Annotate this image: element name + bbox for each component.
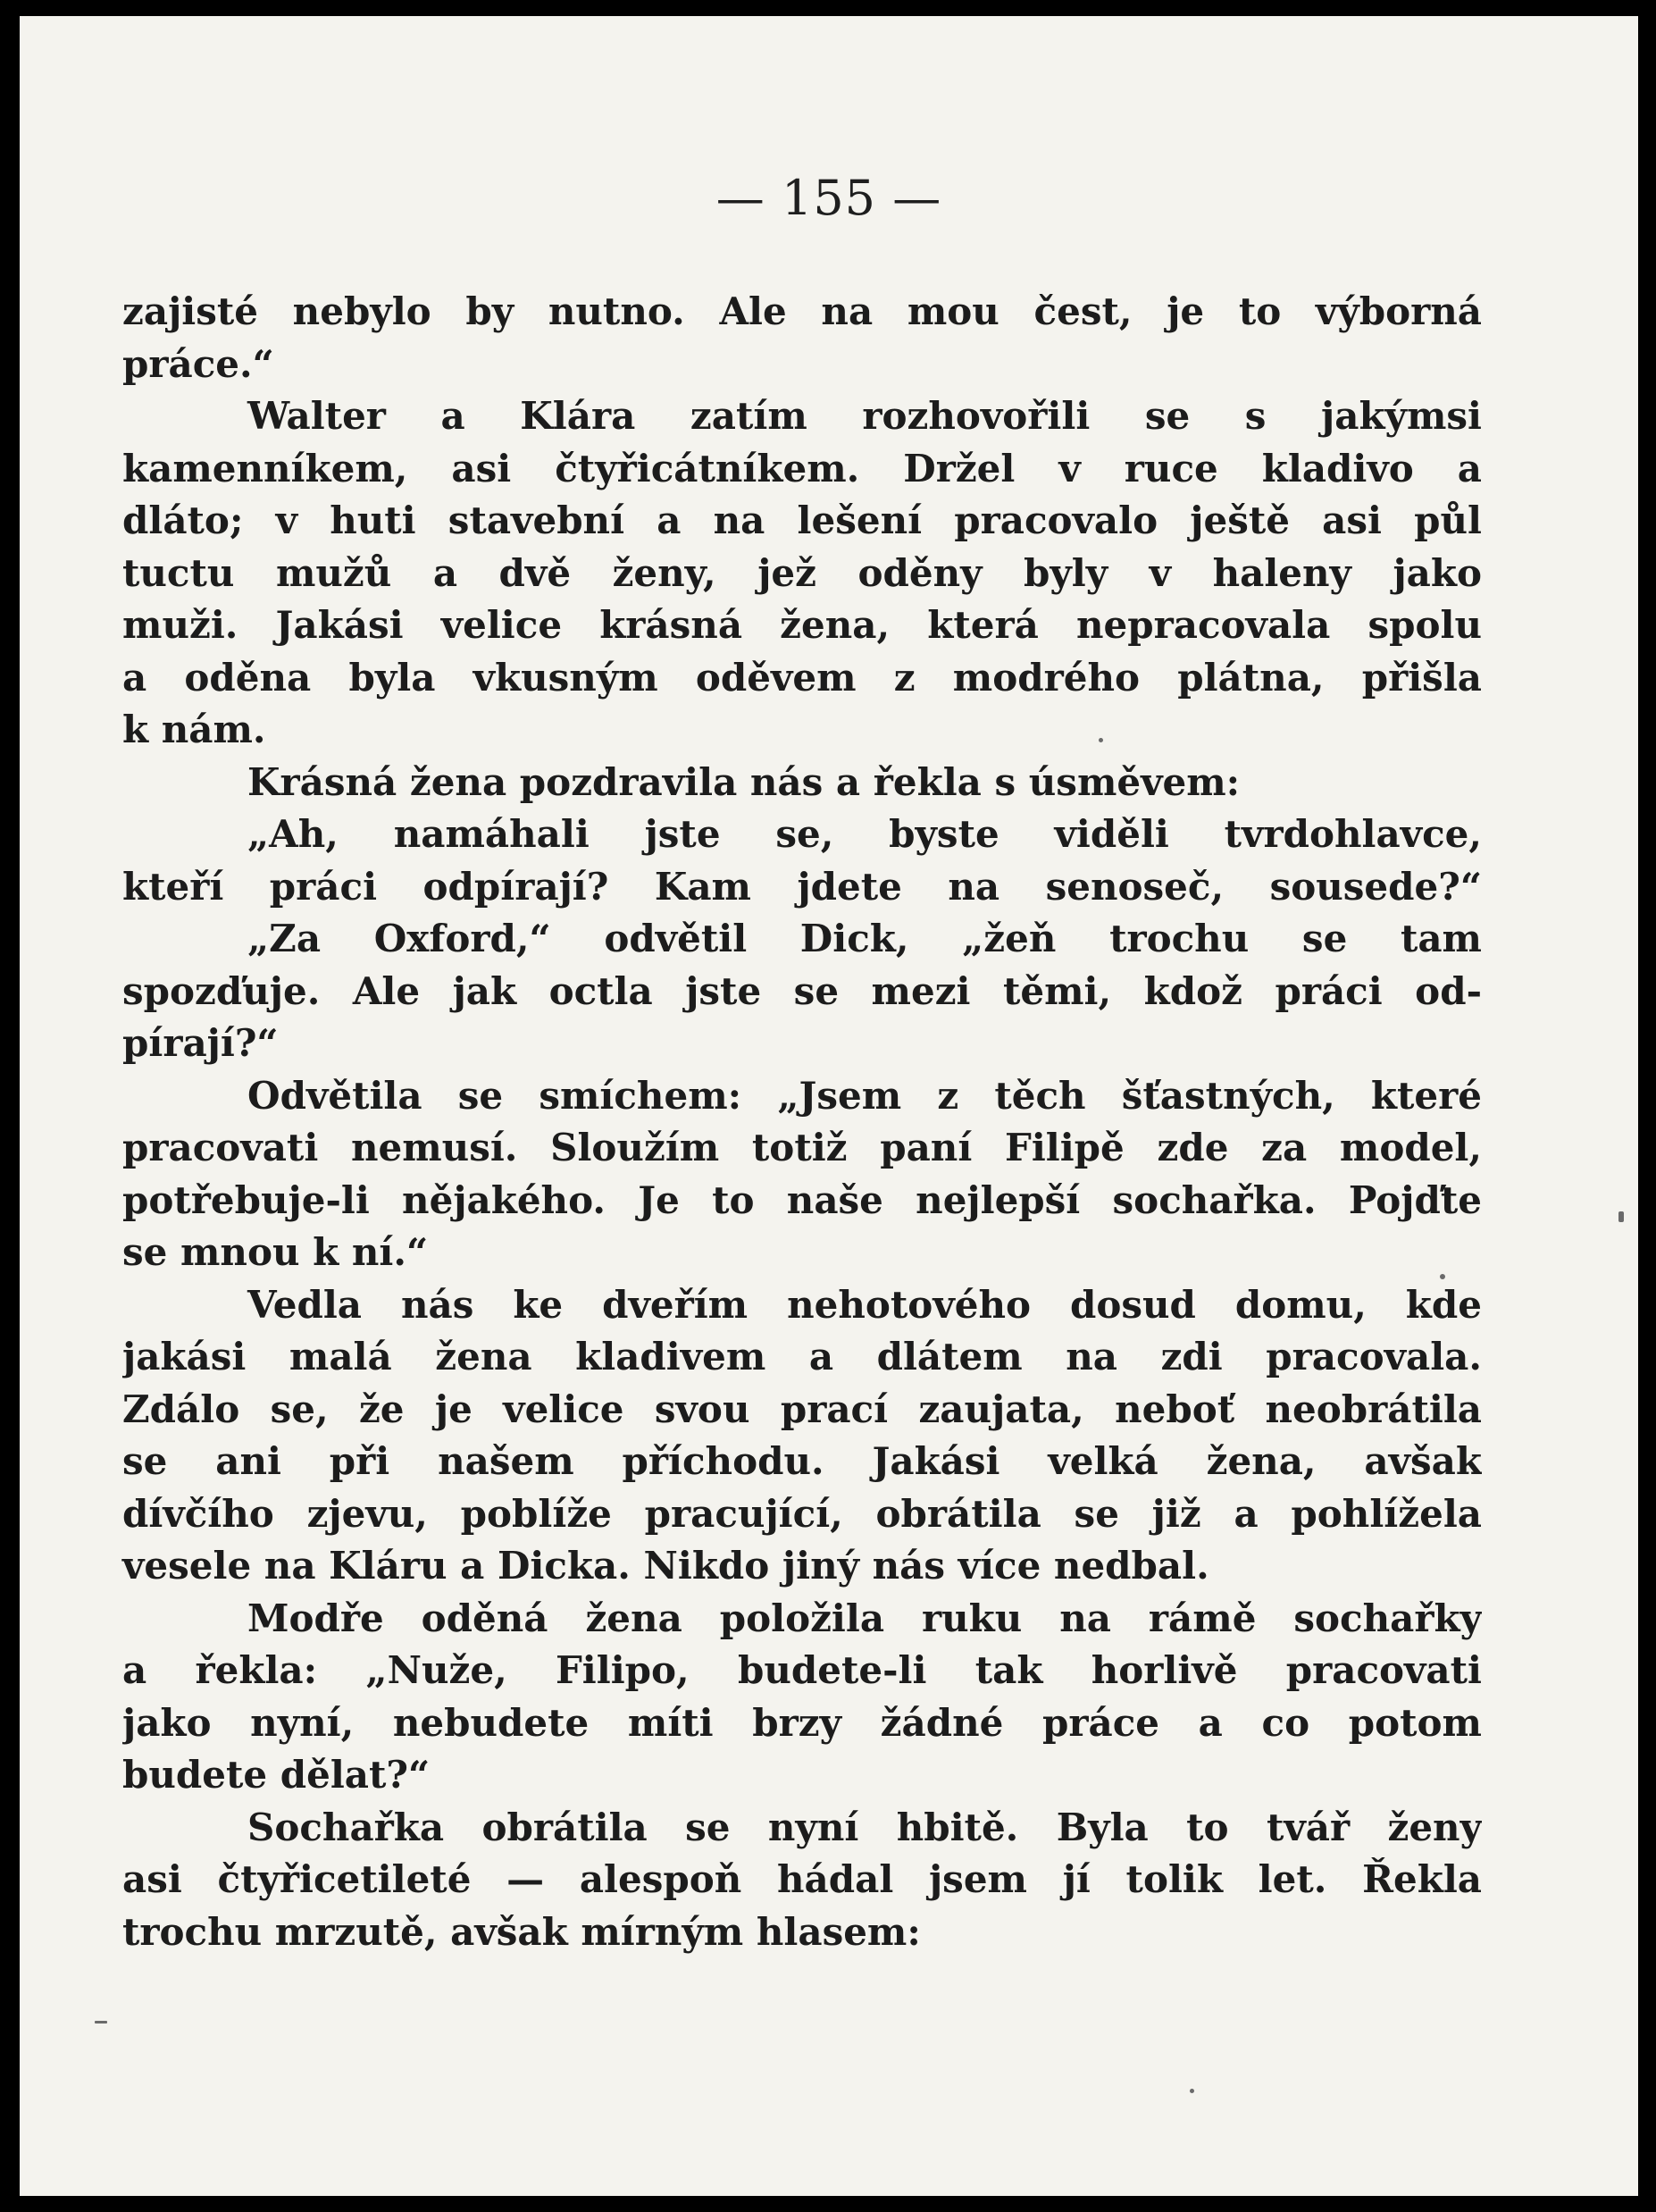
text-line: Odvětila se smíchem: „Jsem z těch šťastných, které [247, 1073, 1482, 1118]
print-speck [1618, 1211, 1624, 1222]
text-line: „Ah, namáhali jste se, byste viděli tvrdohlavce, [247, 812, 1482, 856]
page-number: — 155 — [715, 170, 942, 226]
text-line: trochu mrzutě, avšak mírným hlasem: [122, 1909, 921, 1954]
print-speck [95, 2021, 107, 2023]
text-line: pírají?“ [122, 1021, 279, 1065]
text-line: zajisté nebylo by nutno. Ale na mou čest, je to výborná [122, 289, 1482, 333]
body-text [122, 286, 1482, 1958]
text-line: dláto; v huti stavební a na lešení pracovalo ještě asi půl [122, 499, 1482, 542]
text-line: pracovati nemusí. Sloužím totiž paní Filipě zde za model, [122, 1126, 1482, 1169]
text-line: k nám. [122, 708, 266, 751]
text-line: se ani při našem příchodu. Jakási velká žena, avšak [122, 1439, 1482, 1483]
text-line: spozďuje. Ale jak octla jste se mezi těmi, kdož práci od- [122, 968, 1482, 1013]
text-line: a řekla: „Nuže, Filipo, budete-li tak horlivě pracovati [122, 1648, 1482, 1692]
text-line: kamenníkem, asi čtyřicátníkem. Držel v ruce kladivo a [122, 446, 1482, 490]
text-line: Vedla nás ke dveřím nehotového dosud domu, kde [247, 1282, 1482, 1327]
text-line: budete dělat?“ [122, 1753, 431, 1797]
text-line: dívčího zjevu, poblíže pracující, obrátila se již a pohlížela [122, 1491, 1482, 1536]
text-line: tuctu mužů a dvě ženy, jež oděny byly v haleny jako [122, 550, 1482, 595]
print-speck [1190, 2089, 1194, 2093]
text-line: a oděna byla vkusným oděvem z modrého plátna, přišla [122, 655, 1482, 700]
text-line: Krásná žena pozdravila nás a řekla s úsměvem: [247, 759, 1241, 804]
book-page [20, 16, 1638, 2196]
text-line: Walter a Klára zatím rozhovořili se s jakýmsi [247, 394, 1482, 438]
text-line: Sochařka obrátila se nyní hbitě. Byla to tvář ženy [247, 1805, 1482, 1849]
text-line: muži. Jakási velice krásná žena, která nepracovala spolu [122, 603, 1482, 647]
text-line: kteří práci odpírají? Kam jdete na senoseč, sousede?“ [122, 864, 1482, 909]
text-line: „Za Oxford,“ odvětil Dick, „žeň trochu se tam [247, 917, 1482, 960]
text-line: potřebuje-li nějakého. Je to naše nejlepší sochařka. Pojďte [122, 1177, 1482, 1222]
text-line: se mnou k ní.“ [122, 1230, 429, 1274]
text-line: jako nyní, nebudete míti brzy žádné práce a co potom [122, 1700, 1482, 1745]
print-speck [1440, 1274, 1445, 1279]
text-line: vesele na Kláru a Dicka. Nikdo jiný nás více nedbal. [122, 1544, 1209, 1588]
text-line: Zdálo se, že je velice svou prací zaujata, neboť neobrátila [122, 1387, 1482, 1431]
print-speck [1099, 738, 1103, 742]
text-line: Modře oděná žena položila ruku na rámě sochařky [247, 1596, 1482, 1640]
text-line: jakási malá žena kladivem a dlátem na zdi pracovala. [122, 1335, 1482, 1378]
text-line: asi čtyřicetileté — alespoň hádal jsem jí tolik let. Řekla [122, 1857, 1482, 1901]
text-line: práce.“ [122, 341, 274, 386]
